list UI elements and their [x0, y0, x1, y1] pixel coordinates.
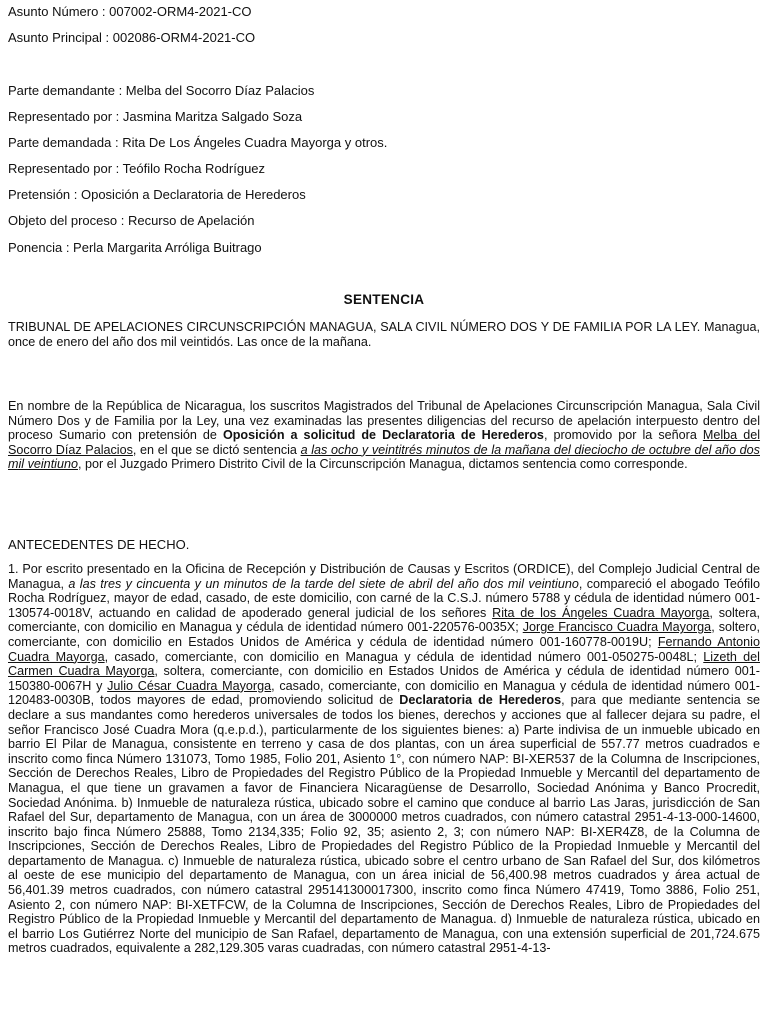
intro-bold-pretension: Oposición a solicitud de Declaratoria de Herederos — [222, 428, 544, 443]
parte-demandante: Parte demandante : Melba del Socorro Díaz Palacios — [8, 83, 315, 98]
intro-underline-demandante: Melba del Socorro Díaz Palacios — [8, 428, 761, 457]
representado-por-demandante: Representado por : Jasmina Maritza Salgado Soza — [8, 109, 303, 124]
court-header-paragraph: TRIBUNAL DE APELACIONES CIRCUNSCRIPCIÓN MANAGUA, SALA CIVIL NÚMERO DOS Y DE FAMILIA POR LA LEY. Managua, once de enero del año dos mil veintidós. Las once de la mañana. — [8, 320, 760, 349]
representado-por-demandada: Representado por : Teófilo Rocha Rodríguez — [8, 161, 266, 176]
p1-underline-jorge: Jorge Francisco Cuadra Mayorga — [522, 620, 712, 635]
intro-paragraph — [8, 399, 760, 472]
ponencia: Ponencia : Perla Margarita Arróliga Buitrago — [8, 240, 262, 255]
p1-bold-declaratoria: Declaratoria de Herederos — [399, 693, 562, 708]
antecedentes-heading: ANTECEDENTES DE HECHO. — [8, 537, 190, 552]
p1-text-1: 1. Por escrito presentado en la Oficina de Recepción y Distribución de Causas y Escritos (ORDICE), del Complejo Judicial Central de Managua, — [8, 562, 760, 591]
intro-text-2: , promovido por la señora — [543, 428, 703, 443]
asunto-numero: Asunto Número : 007002-ORM4-2021-CO — [8, 4, 252, 19]
p1-text-3: , soltera, comerciante, con domicilio en Managua y cédula de identidad número 001-220576-0035X; — [8, 605, 760, 635]
p1-text-4: , soltero, comerciante, con domicilio en Estados Unidos de América y cédula de identidad número 001-160778-0019U; — [8, 620, 761, 649]
p1-text-7: , casado, comerciante, con domicilio en Managua y cédula de identidad número 001-120483-0030B, todos mayores de edad, promoviendo solicitud de — [8, 678, 761, 708]
parte-demandada: Parte demandada : Rita De Los Ángeles Cuadra Mayorga y otros. — [8, 135, 388, 150]
p1-text-2: , compareció el abogado Teófilo Rocha Rodríguez, mayor de edad, casado, de este domicilio, con carné de la C.S.J. número 5788 y cédula de identidad número 001-130574-0018V, actuando en calidad de apoderado general judicial de los señores — [8, 576, 760, 620]
asunto-principal: Asunto Principal : 002086-ORM4-2021-CO — [8, 30, 256, 45]
p1-underline-julio: Julio César Cuadra Mayorga — [107, 678, 272, 693]
p1-underline-rita: Rita de los Ángeles Cuadra Mayorga — [492, 605, 710, 620]
p1-underline-lizeth: Lizeth del Carmen Cuadra Mayorga — [8, 649, 760, 679]
intro-text-3: , en el que se dictó sentencia — [132, 442, 301, 457]
intro-text-1: En nombre de la República de Nicaragua, los suscritos Magistrados del Tribunal de Apelaciones Circunscripción Managua, Sala Civil Número Dos y de Familia por la Ley, una vez examinadas las presentes diligencias del recurso de apelación interpuesto dentro del proceso Sumario con pretensión de — [8, 399, 760, 443]
p1-underline-fernando: Fernando Antonio Cuadra Mayorga — [8, 634, 760, 664]
antecedentes-paragraph-1 — [8, 562, 760, 956]
pretension: Pretensión : Oposición a Declaratoria de Herederos — [8, 187, 306, 202]
objeto-del-proceso: Objeto del proceso : Recurso de Apelación — [8, 213, 255, 228]
document-title: SENTENCIA — [343, 292, 425, 307]
p1-text-8: , para que mediante sentencia se declare a sus mandantes como herederos universales de todos los bienes, derechos y acciones que al fallecer dejara su padre, el señor Francisco José Cuadra Mora (q.e.p.d.), particularmente de los siguientes bienes: a) Parte indivisa de un inmueble ubicado en barrio El Pilar de Managua, consistente en terreno y casa de dos plantas, con un área superficial de 557.77 metros cuadrados e inscrito como finca Número 131073, Tomo 1985, Folio 201, Asiento 1°, con número NAP: BI-XER537 de la Columna de Inscripciones, Sección de Derechos Reales, Libro de Propiedades del Registro Público de la Propiedad Inmueble y Mercantil del departamento de Managua, el que tiene un gravamen a favor de Financiera Nicaragüense de Desarrollo, Sociedad Anónima y Banco Procredit, Sociedad Anónima. b) Inmueble de naturaleza rústica, ubicado sobre el camino que conduce al barrio Las Jaras, jurisdicción de San Rafael del Sur, departamento de Managua, con un área de 3000000 metros cuadrados, con número catastral 2951-4-13-000-14600, inscrito bajo finca Número 25888, Tomo 2134,335; Folio 92, 35; asiento 2, 3; con número NAP: BI-XER4Z8, de la Columna de Inscripciones, Sección de Derechos Reales, Libro de Propiedades del Registro Público de la Propiedad Inmueble y Mercantil del departamento de Managua. c) Inmueble de naturaleza rústica, ubicado sobre el centro urbano de San Rafael del Sur, dos kilómetros al oeste de ese municipio del departamento de Managua, con un área inicial de 56,400.98 metros cuadrados y área actual de 56,401.39 metros cuadrados, con número catastral 295141300017300, inscrito como finca Número 47419, Tomo 3886, Folio 251, Asiento 2, con número NAP: BI-XETFCW, de la Columna de Inscripciones, Sección de Derechos Reales, Libro de Propiedades del Registro Público de la Propiedad Inmueble y Mercantil del departamento de Managua. d) Inmueble de naturaleza rústica, ubicado en el barrio Los Gutiérrez Norte del municipio de San Rafael, departamento de Managua, con una extensión superficial de 201,724.675 metros cuadrados, equivalente a 282,129.305 varas cuadradas, con número catastral 2951-4-13- — [8, 693, 761, 956]
p1-text-5: , casado, comerciante, con domicilio en Managua y cédula de identidad número 001-050275-0048L; — [104, 649, 704, 664]
p1-text-6: , soltera, comerciante, con domicilio en Estados Unidos de América y cédula de identidad número 001-150380-0067H y — [8, 664, 760, 693]
intro-italic-fecha: a las ocho y veintitrés minutos de la mañana del dieciocho de octubre del año dos mil veintiuno — [8, 442, 760, 472]
intro-text-4: , por el Juzgado Primero Distrito Civil de la Circunscripción Managua, dictamos sentencia como corresponde. — [78, 457, 688, 472]
p1-italic-fecha: a las tres y cincuenta y un minutos de la tarde del siete de abril del año dos mil veintiuno — [68, 576, 579, 591]
